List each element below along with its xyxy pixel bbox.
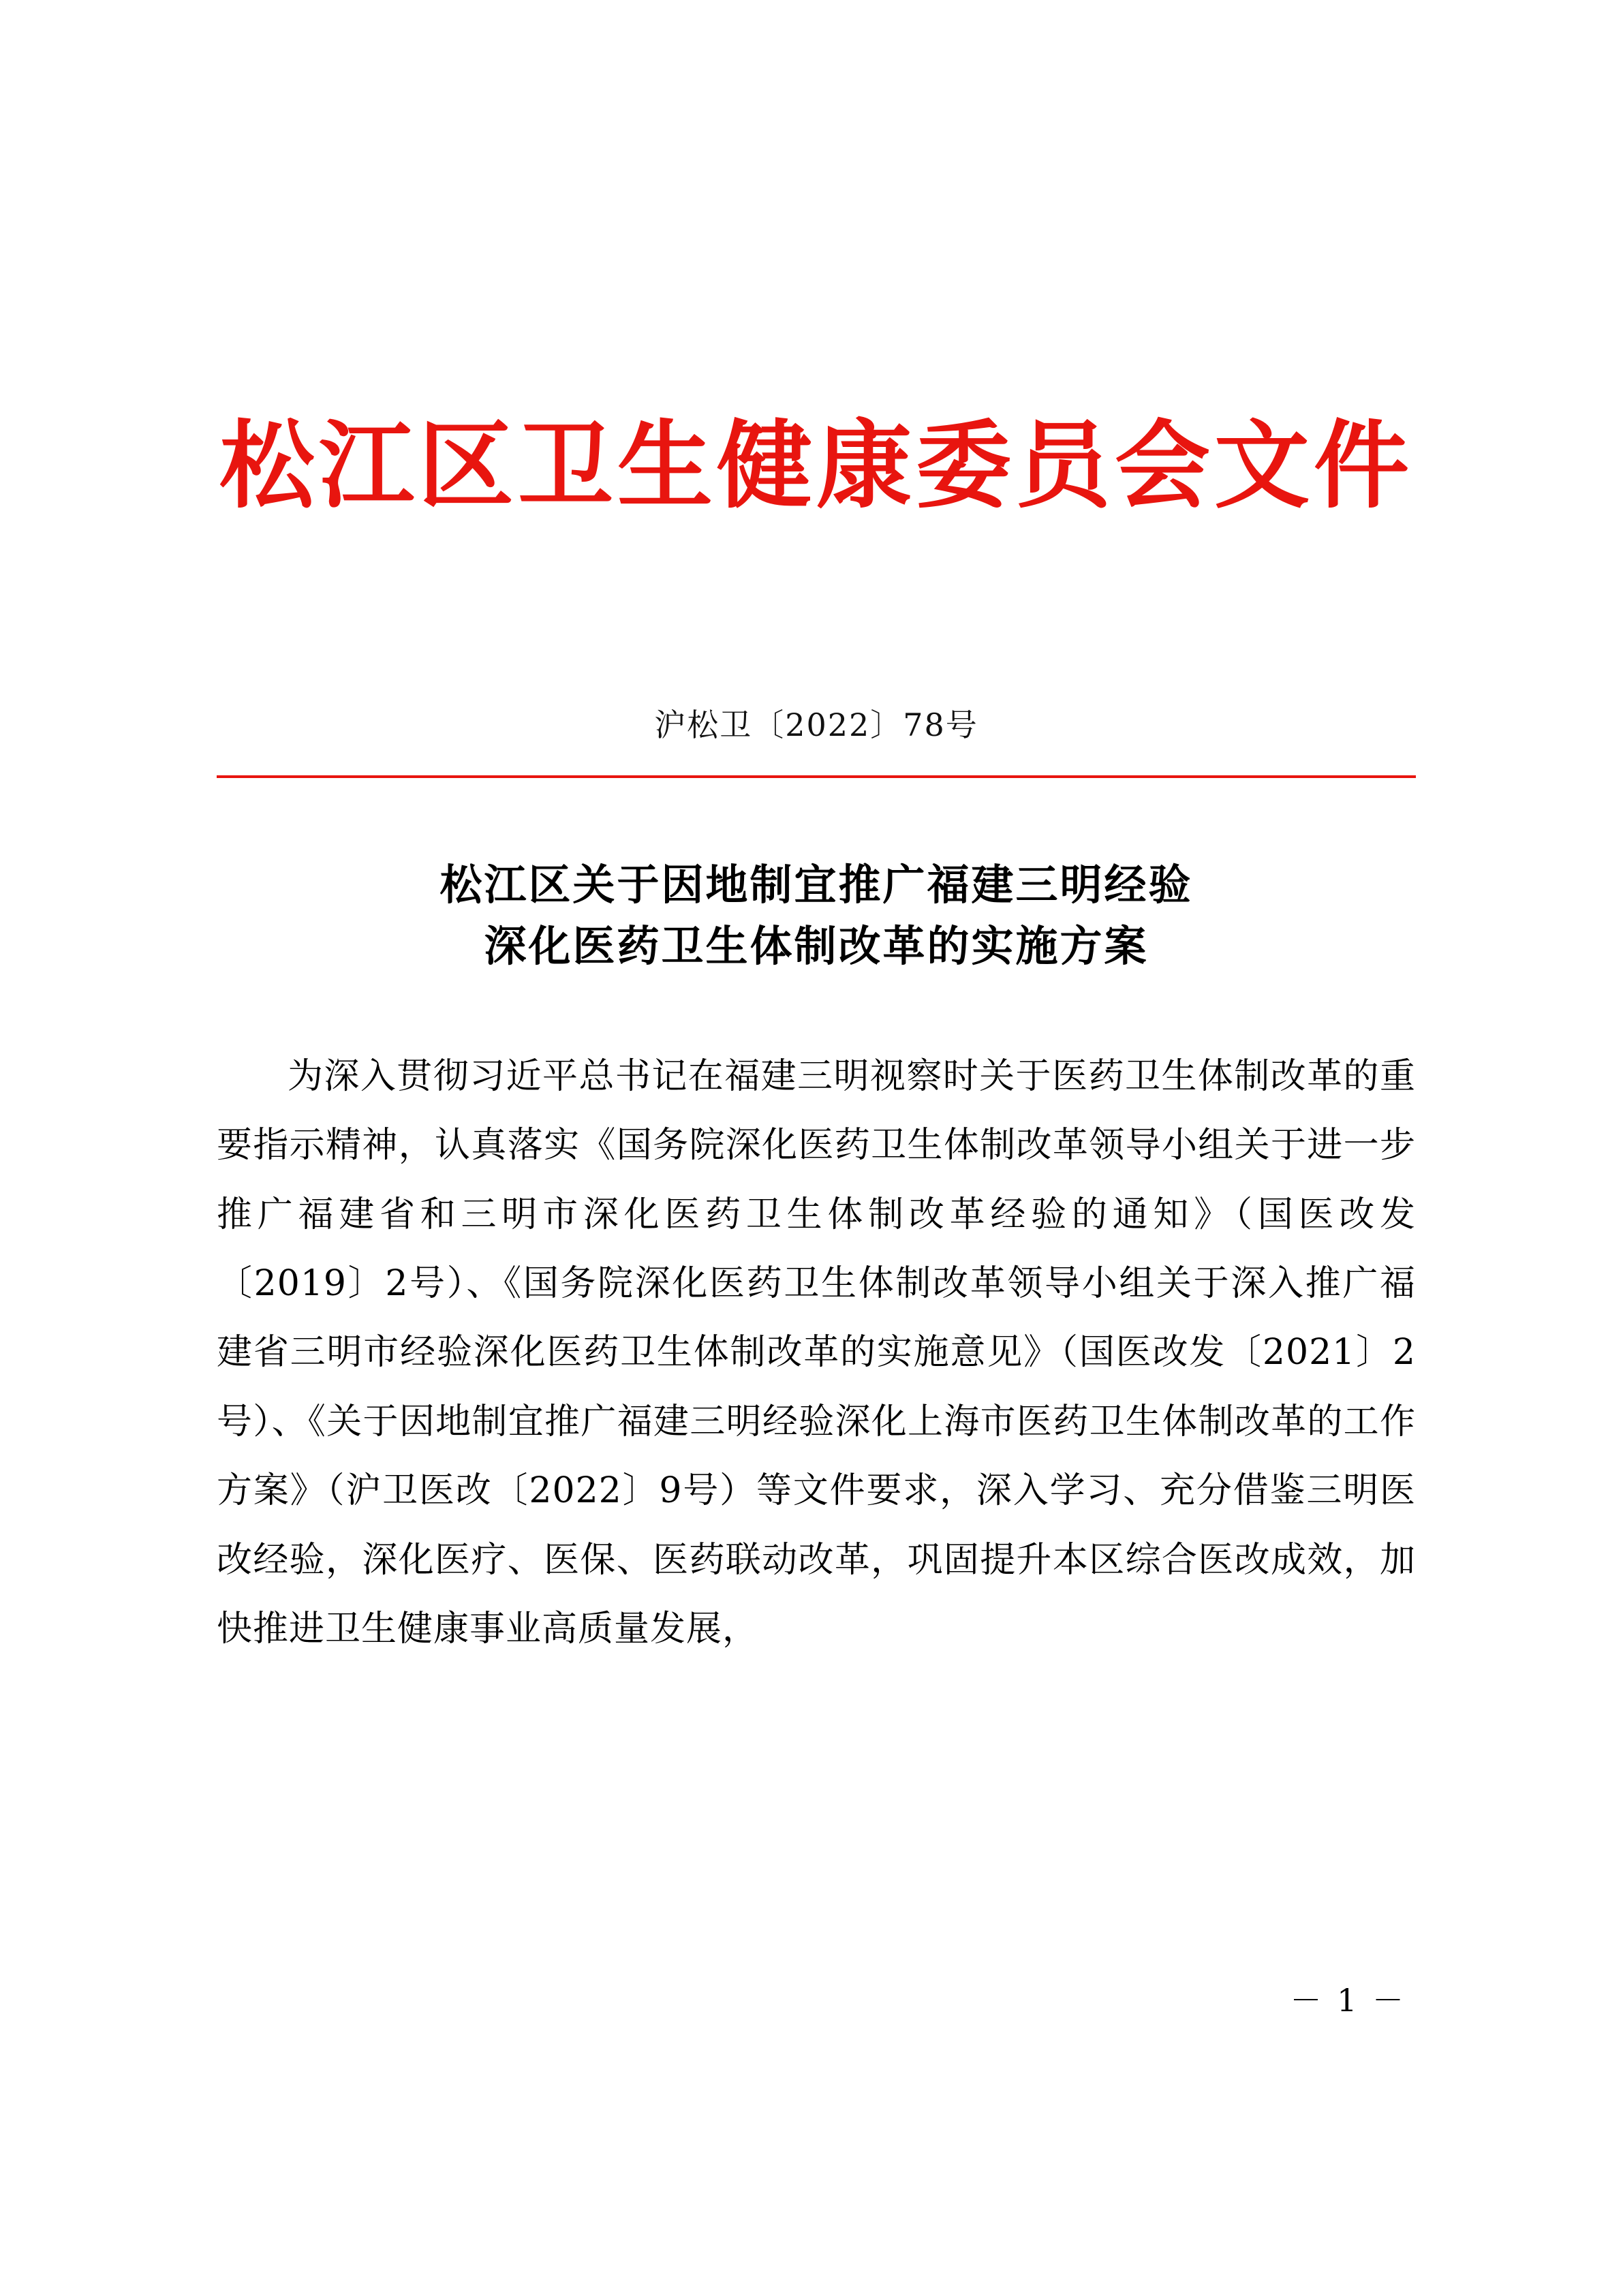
page-title-line-2: 深化医药卫生体制改革的实施方案 bbox=[484, 920, 1149, 971]
document-content bbox=[217, 0, 1416, 1664]
body-paragraph-1: 为深入贯彻习近平总书记在福建三明视察时关于医药卫生体制改革的重要指示精神，认真落实《国务院深化医药卫生体制改革领导小组关于进一步推广福建省和三明市深化医药卫生体制改革经验的通知》（国医改发〔2019〕2号）、《国务院深化医药卫生体制改革领导小组关于深入推广福建省三明市经验深化医药卫生体制改革的实施意见》（国医改发〔2021〕2号）、《关于因地制宜推广福建三明经验深化上海市医药卫生体制改革的工作方案》（沪卫医改〔2022〕9号）等文件要求，深入学习、充分借鉴三明医改经验，深化医疗、医保、医药联动改革，巩固提升本区综合医改成效，加快推进卫生健康事业高质量发展， bbox=[217, 1055, 1416, 1649]
page-number: － 1 － bbox=[1290, 1982, 1406, 2019]
page-title bbox=[217, 854, 1416, 977]
page-title-line-1: 松江区关于因地制宜推广福建三明经验 bbox=[439, 860, 1193, 910]
document-number: 沪松卫〔2022〕78号 bbox=[654, 707, 978, 743]
document-body bbox=[217, 1042, 1416, 1664]
red-divider-rule bbox=[217, 775, 1416, 778]
document-masthead: 松江区卫生健康委员会文件 bbox=[219, 410, 1413, 522]
